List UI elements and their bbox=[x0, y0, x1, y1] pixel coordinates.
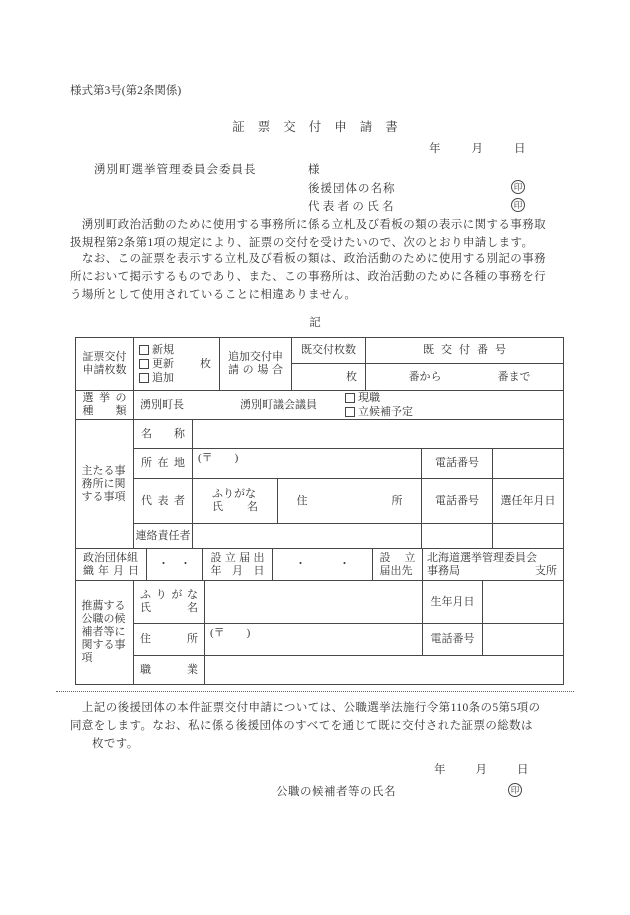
seal-icon: 印 bbox=[508, 783, 522, 797]
addressee: 湧別町選挙管理委員会委員長 bbox=[94, 164, 257, 176]
section-application-count bbox=[75, 337, 564, 391]
office-phone-label-cell: 電話番号 bbox=[422, 449, 493, 479]
postal-code-prefix: (〒 ) bbox=[198, 452, 239, 464]
body-paragraph-2: なお、この証票を表示する立札及び看板の類は、政治活動のために使用する別記の事務 所において掲示するものであり、また、この事務所は、政治活動のために各種の事務を行 う場所として使用されていることに相違ありません。 bbox=[70, 253, 546, 301]
seal-icon: 印 bbox=[511, 180, 525, 194]
representative-name-label: 代表者の氏名 bbox=[308, 201, 397, 213]
office-name-label-cell: 名称 bbox=[134, 420, 193, 449]
application-table bbox=[75, 337, 564, 685]
representative-phone-cell[interactable]: 電話番号 bbox=[422, 479, 493, 524]
number-from-label: 番から bbox=[408, 370, 442, 383]
section-election-type bbox=[75, 390, 564, 420]
contact-date-input-cell[interactable] bbox=[493, 524, 564, 549]
application-type-cell bbox=[134, 338, 220, 391]
checkbox-icon bbox=[139, 373, 149, 383]
issued-count-input-cell[interactable]: 枚 bbox=[292, 364, 366, 391]
birth-date-label-cell: 生年月日 bbox=[423, 581, 483, 624]
candidate-section-label-cell: 推薦する 公職の候 補者等に 関する事 項 bbox=[76, 581, 134, 685]
candidate-phone-input-cell[interactable] bbox=[483, 624, 564, 656]
office-address-input-cell[interactable] bbox=[193, 449, 422, 479]
application-count-label-cell: 証票交付 申請枚数 bbox=[76, 338, 134, 391]
section-main-office bbox=[75, 419, 564, 549]
appointment-date-cell[interactable]: 選任年月日 bbox=[493, 479, 564, 524]
additional-grant-label-cell: 追加交付申 請の場合 bbox=[220, 338, 292, 391]
filing-date-input-cell[interactable]: ・ ・ bbox=[273, 549, 373, 581]
representative-furigana-name-cell[interactable]: ふりがな 氏名 bbox=[193, 479, 278, 524]
number-to-label: 番まで bbox=[497, 370, 531, 383]
date-line-top bbox=[429, 140, 526, 156]
supporter-group-name-label: 後援団体の名称 bbox=[308, 183, 396, 195]
office-name-input-cell[interactable] bbox=[193, 420, 564, 449]
seal-icon: 印 bbox=[511, 198, 525, 212]
issued-number-label-cell: 既交付番号 bbox=[366, 338, 564, 364]
election-type-label-cell: 選挙の 種類 bbox=[76, 391, 134, 420]
filing-destination-label-cell: 設立 届出先 bbox=[373, 549, 423, 581]
checkbox-prospective-candidate[interactable]: 立候補予定 bbox=[345, 405, 413, 419]
month-label: 月 bbox=[475, 764, 487, 776]
checkbox-renew[interactable]: 更新 bbox=[139, 357, 174, 371]
occupation-input-cell[interactable] bbox=[205, 656, 564, 685]
issued-count-label-cell: 既交付枚数 bbox=[292, 338, 366, 364]
office-phone-input-cell[interactable] bbox=[493, 449, 564, 479]
section-candidate bbox=[75, 580, 564, 685]
candidate-address-label-cell: 住所 bbox=[134, 624, 205, 656]
organization-date-input-cell[interactable]: ・ ・ bbox=[147, 549, 203, 581]
year-label: 年 bbox=[429, 143, 441, 155]
organization-date-label-cell: 政治団体組 織年月日 bbox=[76, 549, 147, 581]
occupation-label-cell: 職業 bbox=[134, 656, 205, 685]
checkbox-new[interactable]: 新規 bbox=[139, 343, 174, 357]
candidate-address-input-cell[interactable] bbox=[205, 624, 423, 656]
checkbox-icon bbox=[139, 359, 149, 369]
checkbox-icon bbox=[345, 407, 355, 417]
office-location-label-cell: 所在地 bbox=[134, 449, 193, 479]
main-office-section-label-cell: 主たる事 務所に関 する事項 bbox=[76, 420, 134, 549]
issued-number-range-cell[interactable] bbox=[366, 364, 564, 391]
form-number: 様式第3号(第2条関係) bbox=[70, 85, 182, 97]
filing-destination-value-cell: 北海道選挙管理委員会 事務局 支所 bbox=[423, 549, 564, 581]
contact-person-label-cell: 連絡責任者 bbox=[134, 524, 193, 549]
checkbox-icon bbox=[345, 393, 355, 403]
page-title: 証票交付申請書 bbox=[232, 120, 411, 134]
filing-date-label-cell: 設立届出 年月日 bbox=[203, 549, 273, 581]
year-label: 年 bbox=[434, 764, 446, 776]
checkbox-incumbent[interactable]: 現職 bbox=[345, 391, 413, 405]
option-mayor[interactable]: 湧別町長 bbox=[140, 398, 184, 411]
representative-label-cell: 代表者 bbox=[134, 479, 193, 524]
candidate-name-input-cell[interactable] bbox=[205, 581, 423, 624]
honorific: 様 bbox=[308, 164, 320, 176]
postal-code-prefix: (〒 ) bbox=[210, 627, 251, 639]
candidate-furigana-name-label-cell: ふりがな 氏名 bbox=[134, 581, 205, 624]
record-marker: 記 bbox=[309, 317, 321, 329]
day-label: 日 bbox=[514, 143, 526, 155]
representative-address-cell[interactable]: 住所 bbox=[278, 479, 422, 524]
candidate-phone-label-cell: 電話番号 bbox=[423, 624, 483, 656]
day-label: 日 bbox=[517, 764, 529, 776]
contact-person-input-cell[interactable] bbox=[193, 524, 422, 549]
section-organization-dates bbox=[75, 548, 564, 581]
month-label: 月 bbox=[471, 143, 483, 155]
checkbox-additional[interactable]: 追加 bbox=[139, 371, 174, 385]
contact-phone-input-cell[interactable] bbox=[422, 524, 493, 549]
date-line-bottom bbox=[434, 761, 529, 777]
checkbox-icon bbox=[139, 345, 149, 355]
option-council-member[interactable]: 湧別町議会議員 bbox=[240, 398, 317, 411]
birth-date-input-cell[interactable] bbox=[483, 581, 564, 624]
election-type-options-cell bbox=[134, 391, 564, 420]
sheets-unit-label: 枚 bbox=[200, 357, 211, 370]
consent-paragraph: 上記の後援団体の本件証票交付申請については、公職選挙法施行令第110条の5第5項の 同意をします。なお、私に係る後援団体のすべてを通じて既に交付された証票の総数は 枚です。 bbox=[70, 702, 541, 750]
body-paragraph-1: 湧別町政治活動のために使用する事務所に係る立札及び看板の類の表示に関する事務取 扱規程第2条第1項の規定により、証票の交付を受けたいので、次のとおり申請します。 bbox=[70, 219, 546, 249]
candidate-signature-label: 公職の候補者等の氏名 bbox=[276, 786, 396, 798]
dotted-cut-line bbox=[56, 691, 574, 692]
